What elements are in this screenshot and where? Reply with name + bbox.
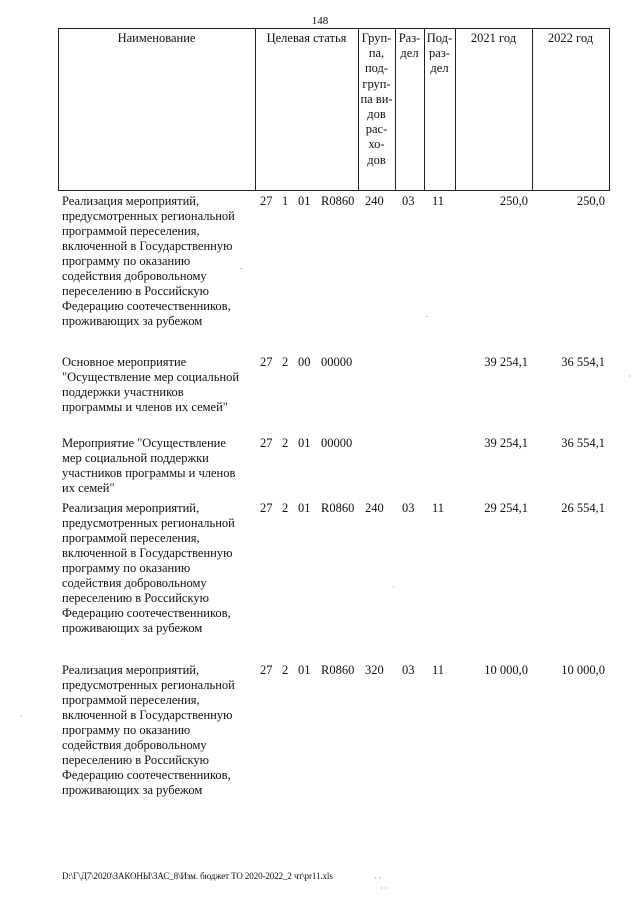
subsection: 11 xyxy=(432,663,445,677)
amount-2022: 36 554,1 xyxy=(561,355,605,369)
header-col-border xyxy=(532,28,533,191)
scan-speck: · · xyxy=(380,884,388,893)
section: 03 xyxy=(402,194,415,208)
expense-group: 320 xyxy=(365,663,384,677)
scan-speck: · xyxy=(628,372,631,381)
row-name: Основное мероприятие "Осуществление мер социальной поддержки участников программы и членов их семей" xyxy=(62,355,240,414)
scan-speck: · xyxy=(392,583,395,592)
header-top-border xyxy=(58,28,610,29)
amount-2021: 10 000,0 xyxy=(484,663,528,677)
target-subprogram: 2 xyxy=(282,663,289,677)
file-path-footer: D:\Г\Д7\2020\ЗАКОНЫ\ЗАС_8\Изм. бюджет ТО 2020-2022_2 чт\pr11.xls xyxy=(62,871,333,881)
target-direction: R0860 xyxy=(321,501,355,515)
header-subsection: Под- раз- дел xyxy=(426,31,453,76)
target-direction: 00000 xyxy=(321,436,353,450)
section: 03 xyxy=(402,501,415,515)
subsection: 11 xyxy=(432,501,445,515)
row-name: Реализация мероприятий, предусмотренных региональной программой переселения, включенной в Государственную программу по оказанию содействия добровольному переселению в Российскую Федерацию соотечественников, проживающих за рубежом xyxy=(62,501,235,635)
target-event: 01 xyxy=(298,436,311,450)
target-event: 00 xyxy=(298,355,311,369)
target-subprogram: 2 xyxy=(282,501,289,515)
target-program: 27 xyxy=(260,194,273,208)
target-program: 27 xyxy=(260,355,273,369)
amount-2021: 39 254,1 xyxy=(484,355,528,369)
header-2022: 2022 год xyxy=(547,31,594,45)
row-name: Мероприятие "Осуществление мер социальной поддержки участников программы и членов их семей" xyxy=(62,436,236,495)
header-col-border xyxy=(455,28,456,191)
amount-2021: 250,0 xyxy=(499,194,528,208)
target-subprogram: 2 xyxy=(282,436,289,450)
target-direction: R0860 xyxy=(321,194,355,208)
header-col-border xyxy=(58,28,59,191)
section: 03 xyxy=(402,663,415,677)
amount-2022: 26 554,1 xyxy=(561,501,605,515)
row-name: Реализация мероприятий, предусмотренных региональной программой переселения, включенной в Государственную программу по оказанию содействия добровольному переселению в Российскую Федерацию соотечественников, проживающих за рубежом xyxy=(62,194,235,328)
header-2021: 2021 год xyxy=(470,31,517,45)
amount-2022: 250,0 xyxy=(576,194,605,208)
header-group: Груп- па, под- груп- па ви- дов рас- хо- дов xyxy=(360,31,393,167)
scan-speck: . xyxy=(240,262,242,271)
target-event: 01 xyxy=(298,501,311,515)
header-bottom-border xyxy=(58,190,610,191)
target-program: 27 xyxy=(260,501,273,515)
amount-2021: 29 254,1 xyxy=(484,501,528,515)
target-direction: R0860 xyxy=(321,663,355,677)
header-col-border xyxy=(609,28,610,191)
header-name: Наименование xyxy=(117,31,196,45)
target-program: 27 xyxy=(260,436,273,450)
row-name: Реализация мероприятий, предусмотренных региональной программой переселения, включенной в Государственную программу по оказанию содействия добровольному переселению в Российскую Федерацию соотечественников, проживающих за рубежом xyxy=(62,663,235,797)
amount-2022: 10 000,0 xyxy=(561,663,605,677)
subsection: 11 xyxy=(432,194,445,208)
target-direction: 00000 xyxy=(321,355,353,369)
amount-2021: 39 254,1 xyxy=(484,436,528,450)
target-subprogram: 1 xyxy=(282,194,289,208)
header-target: Целевая статья xyxy=(266,31,347,45)
target-program: 27 xyxy=(260,663,273,677)
amount-2022: 36 554,1 xyxy=(561,436,605,450)
target-event: 01 xyxy=(298,663,311,677)
header-section: Раз- дел xyxy=(398,31,421,61)
page-number: 148 xyxy=(311,15,329,27)
expense-group: 240 xyxy=(365,501,384,515)
scan-speck: . xyxy=(426,310,428,319)
target-event: 01 xyxy=(298,194,311,208)
expense-group: 240 xyxy=(365,194,384,208)
header-col-border xyxy=(255,28,256,191)
scan-speck: · xyxy=(20,712,23,721)
target-subprogram: 2 xyxy=(282,355,289,369)
scan-speck: · · xyxy=(374,874,382,883)
